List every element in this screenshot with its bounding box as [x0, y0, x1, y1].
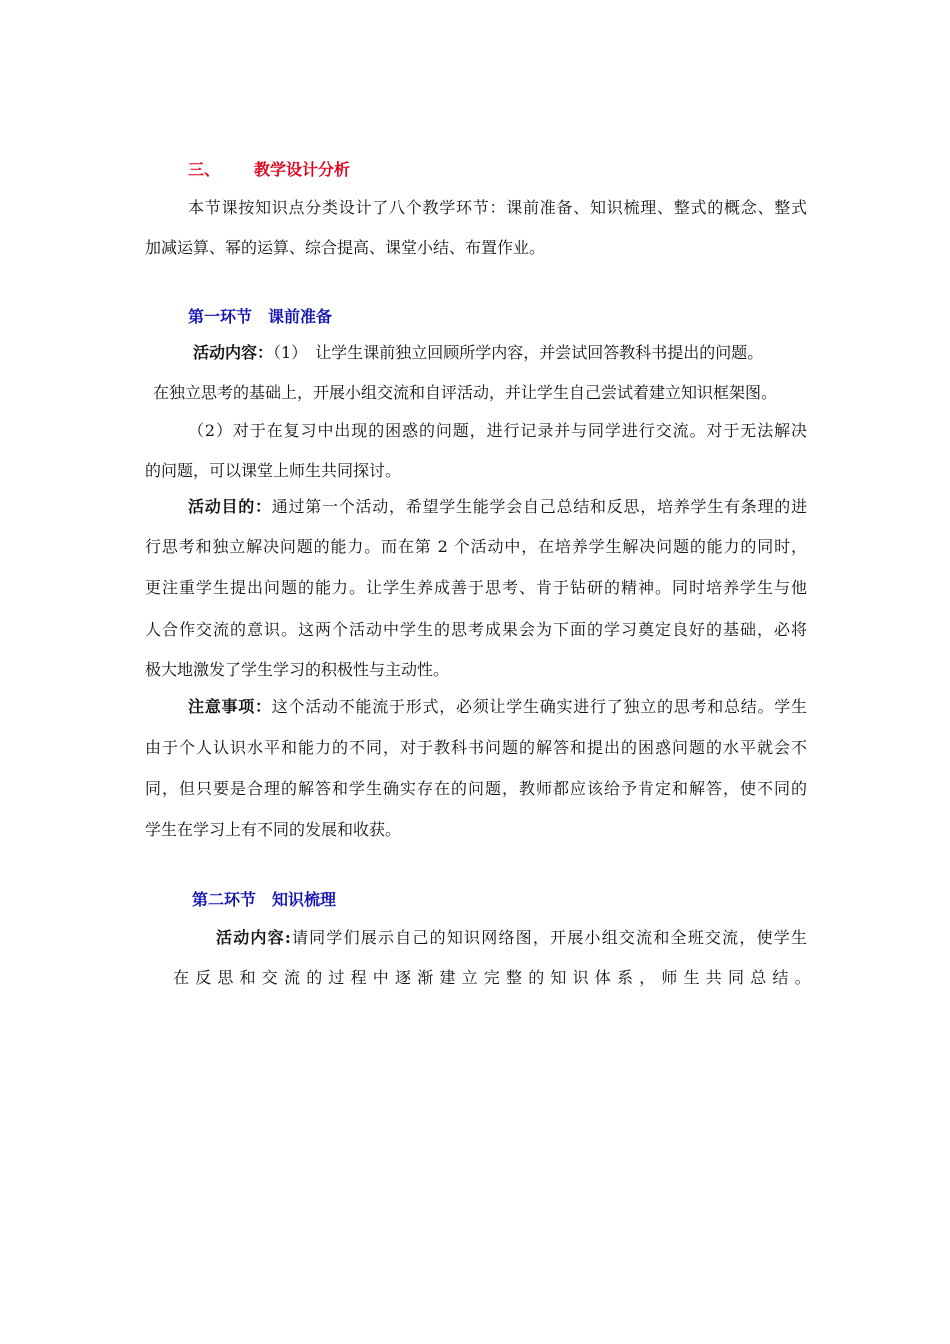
stage1-content-line-1: 活动内容：（1） 让学生课前独立回顾所学内容，并尝试回答教科书提出的问题。 [193, 343, 764, 362]
activity-purpose-label: 活动目的： [188, 497, 272, 516]
stage1-notes-line-4: 学生在学习上有不同的发展和收获。 [145, 820, 402, 839]
stage1-heading: 第一环节 课前准备 [188, 307, 333, 326]
intro-line-2: 加减运算、幂的运算、综合提高、课堂小结、布置作业。 [145, 238, 546, 257]
stage1-content-line-2: 在独立思考的基础上，开展小组交流和自评活动，并让学生自己尝试着建立知识框架图。 [153, 383, 778, 402]
stage2-content-line-1: 活动内容:请同学们展示自己的知识网络图，开展小组交流和全班交流，使学生 [216, 928, 807, 947]
stage2-content-line-2: 在反思和交流的过程中逐渐建立完整的知识体系，师生共同总结。 [173, 968, 817, 987]
notes-label: 注意事项： [188, 697, 272, 716]
stage2-heading: 第二环节 知识梳理 [192, 890, 337, 909]
activity-content-label: 活动内容： [193, 343, 274, 362]
activity-content-label-2: 活动内容: [216, 928, 291, 947]
stage1-purpose-line-2: 行思考和独立解决问题的能力。而在第 2 个活动中，在培养学生解决问题的能力的同时， [145, 537, 807, 556]
intro-line-1: 本节课按知识点分类设计了八个教学环节：课前准备、知识梳理、整式的概念、整式 [188, 198, 807, 217]
section-number: 三、 [188, 160, 221, 179]
stage1-purpose-line-5: 极大地激发了学生学习的积极性与主动性。 [145, 660, 450, 679]
section-heading [188, 160, 850, 180]
stage1-notes-line-3: 同，但只要是合理的解答和学生确实存在的问题，教师都应该给予肯定和解答，使不同的 [145, 779, 807, 798]
stage1-notes-line-2: 由于个人认识水平和能力的不同，对于教科书问题的解答和提出的困惑问题的水平就会不 [145, 738, 807, 757]
stage1-purpose-line-1: 活动目的：通过第一个活动，希望学生能学会自己总结和反思，培养学生有条理的进 [188, 497, 807, 516]
stage1-notes-line-1: 注意事项：这个活动不能流于形式，必须让学生确实进行了独立的思考和总结。学生 [188, 697, 807, 716]
stage1-content-line-4: 的问题，可以课堂上师生共同探讨。 [145, 461, 402, 480]
stage1-purpose-line-4: 人合作交流的意识。这两个活动中学生的思考成果会为下面的学习奠定良好的基础，必将 [145, 620, 807, 639]
stage1-purpose-line-3: 更注重学生提出问题的能力。让学生养成善于思考、肯于钻研的精神。同时培养学生与他 [145, 578, 807, 597]
stage1-content-line-3: （2）对于在复习中出现的困惑的问题，进行记录并与同学进行交流。对于无法解决 [188, 421, 807, 440]
section-title: 教学设计分析 [254, 160, 351, 179]
